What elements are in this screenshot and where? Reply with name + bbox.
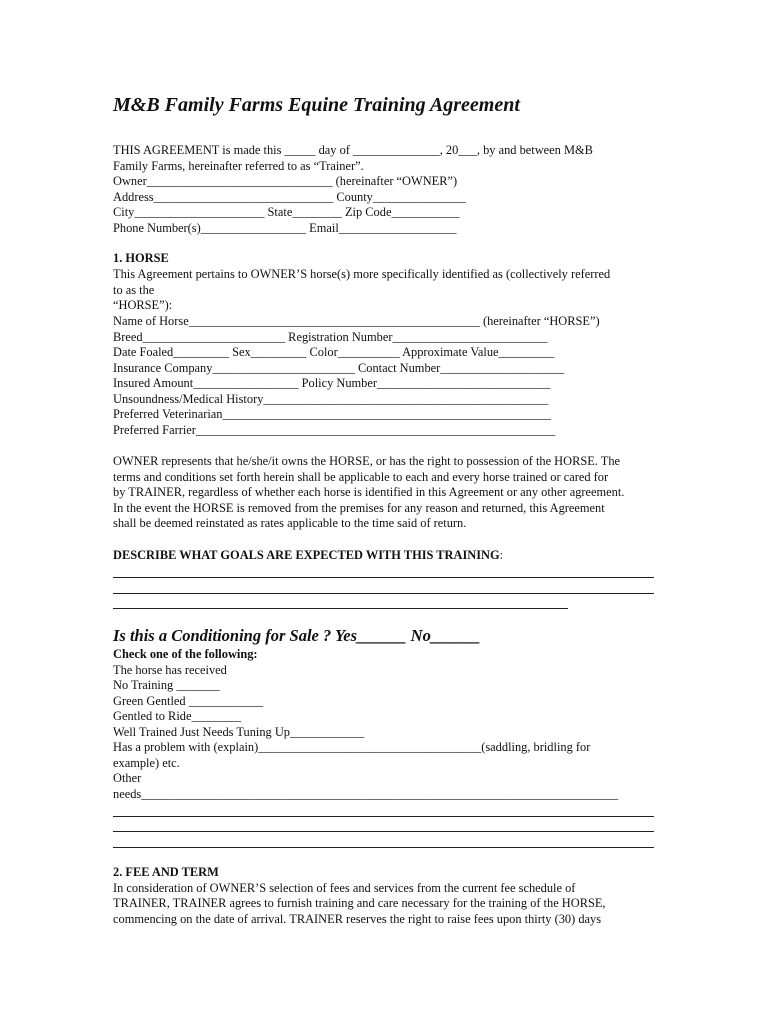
- check-heading: Check one of the following:: [113, 647, 258, 661]
- problem-option: Has a problem with (explain)____________________________________(saddling, bridling for: [113, 740, 591, 754]
- medical-history-field: Unsoundness/Medical History______________________________________________: [113, 391, 549, 406]
- section-line: commencing on the date of arrival. TRAINER reserves the right to raise fees upon thirty (30) days: [113, 911, 602, 926]
- paragraph-line: shall be deemed reinstated as rates applicable to the time said of return.: [113, 516, 467, 530]
- document-title: M&B Family Farms Equine Training Agreement: [113, 94, 520, 116]
- paragraph-line: In the event the HORSE is removed from the premises for any reason and returned, this Agreement: [113, 500, 605, 515]
- section-line: In consideration of OWNER’S selection of fees and services from the current fee schedule of: [113, 880, 576, 895]
- goals-answer-line[interactable]: [113, 608, 568, 609]
- section-line: to as the: [113, 282, 155, 297]
- breed-field: Breed_______________________ Registration Number_________________________: [113, 329, 548, 344]
- checklist-line: The horse has received: [113, 662, 227, 677]
- intro-line: THIS AGREEMENT is made this _____ day of ______________, 20___, by and between M&B: [113, 143, 593, 157]
- city-field: City_____________________ State________ Zip Code___________: [113, 205, 460, 219]
- veterinarian-field: Preferred Veterinarian_____________________________________________________: [113, 407, 551, 421]
- well-trained-option: Well Trained Just Needs Tuning Up____________: [113, 724, 365, 739]
- checklist-line: Other: [113, 771, 142, 785]
- farrier-field: Preferred Farrier__________________________________________________________: [113, 422, 556, 437]
- section-heading-horse: 1. HORSE: [113, 251, 169, 265]
- address-field: Address_____________________________ County_______________: [113, 189, 466, 204]
- section-line: “HORSE”):: [113, 298, 173, 312]
- conditioning-question: Is this a Conditioning for Sale ? Yes______ No______: [113, 626, 481, 645]
- goals-heading-colon: :: [499, 548, 504, 562]
- checklist-line: example) etc.: [113, 755, 180, 770]
- paragraph-line: OWNER represents that he/she/it owns the HORSE, or has the right to possession of the HORSE. The: [113, 454, 621, 468]
- needs-answer-line[interactable]: [113, 831, 654, 832]
- owner-field: Owner______________________________ (hereinafter “OWNER”): [113, 174, 458, 188]
- green-gentled-option: Green Gentled ____________: [113, 693, 264, 708]
- phone-field: Phone Number(s)_________________ Email___________________: [113, 220, 457, 235]
- horse-name-field: Name of Horse_______________________________________________ (hereinafter “HORSE”): [113, 314, 600, 328]
- insurance-field: Insurance Company_______________________ Contact Number____________________: [113, 360, 565, 375]
- paragraph-line: by TRAINER, regardless of whether each horse is identified in this Agreement or any other agreement.: [113, 485, 625, 499]
- section-heading-fee: 2. FEE AND TERM: [113, 865, 219, 879]
- paragraph-line: terms and conditions set forth herein shall be applicable to each and every horse trained or cared for: [113, 469, 609, 484]
- goals-heading-text: DESCRIBE WHAT GOALS ARE EXPECTED WITH THIS TRAINING: [113, 548, 500, 562]
- needs-answer-line[interactable]: [113, 847, 654, 848]
- intro-line: Family Farms, hereinafter referred to as “Trainer”.: [113, 158, 364, 173]
- insured-amount-field: Insured Amount_________________ Policy Number____________________________: [113, 376, 551, 390]
- no-training-option: No Training _______: [113, 678, 220, 692]
- needs-answer-line[interactable]: [113, 816, 654, 817]
- section-line: TRAINER, TRAINER agrees to furnish training and care necessary for the training of the HORSE,: [113, 896, 606, 910]
- other-needs-field: needs_____________________________________________________________________________: [113, 786, 619, 801]
- gentled-to-ride-option: Gentled to Ride________: [113, 709, 242, 723]
- date-foaled-field: Date Foaled_________ Sex_________ Color__________ Approximate Value_________: [113, 345, 555, 359]
- section-line: This Agreement pertains to OWNER’S horse(s) more specifically identified as (collectively referred: [113, 267, 611, 281]
- goals-answer-line[interactable]: [113, 577, 654, 578]
- goals-answer-line[interactable]: [113, 593, 654, 594]
- goals-heading: [113, 548, 503, 564]
